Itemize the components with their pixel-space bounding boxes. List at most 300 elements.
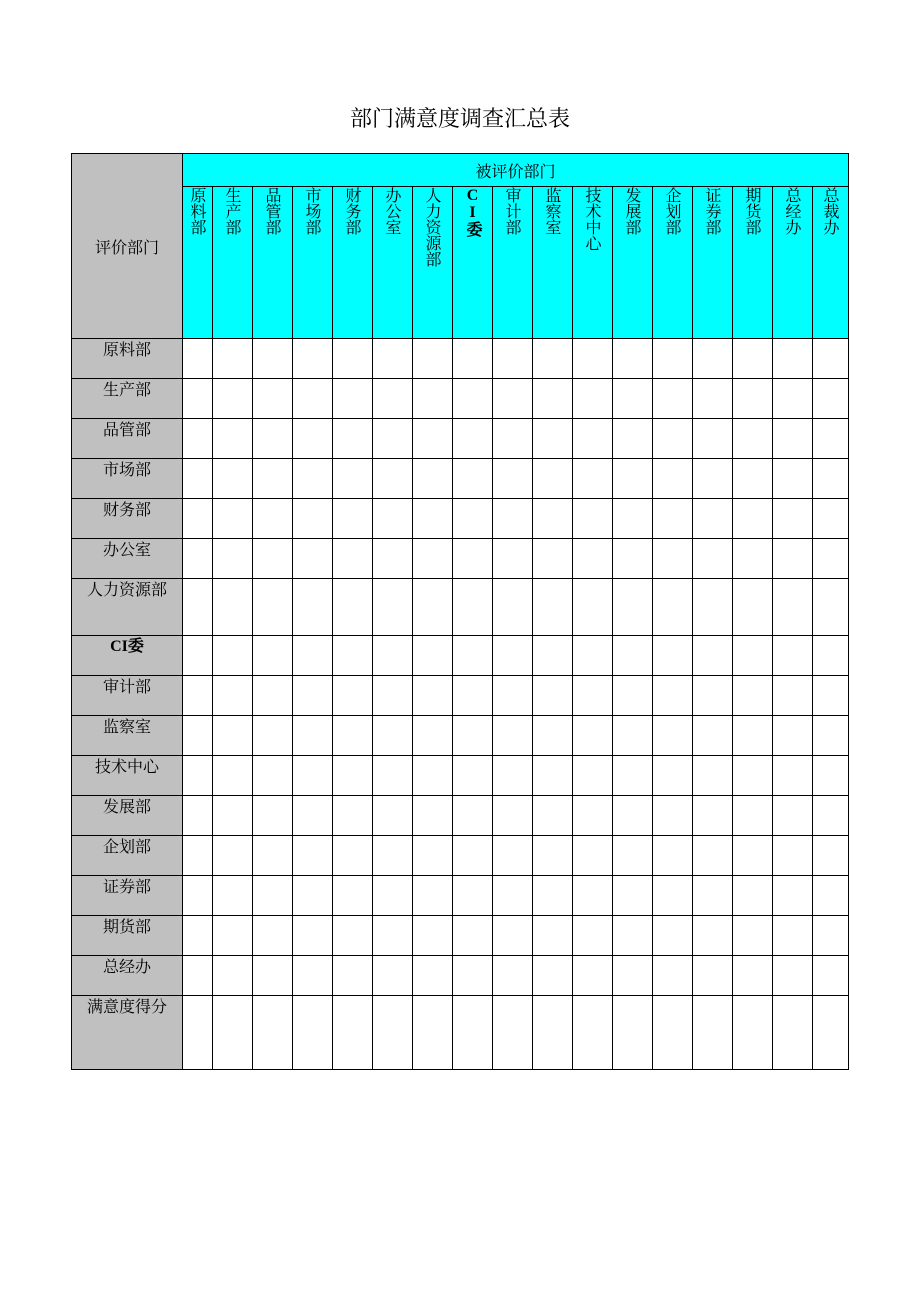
rating-cell[interactable] bbox=[373, 996, 413, 1070]
rating-cell[interactable] bbox=[773, 876, 813, 916]
rating-cell[interactable] bbox=[253, 796, 293, 836]
rating-cell[interactable] bbox=[693, 499, 733, 539]
rating-cell[interactable] bbox=[613, 459, 653, 499]
rating-cell[interactable] bbox=[373, 579, 413, 636]
rating-cell[interactable] bbox=[573, 459, 613, 499]
rating-cell[interactable] bbox=[693, 339, 733, 379]
rating-cell[interactable] bbox=[293, 676, 333, 716]
rating-cell[interactable] bbox=[613, 836, 653, 876]
rating-cell[interactable] bbox=[413, 756, 453, 796]
rating-cell[interactable] bbox=[493, 499, 533, 539]
rating-cell[interactable] bbox=[493, 796, 533, 836]
rating-cell[interactable] bbox=[293, 876, 333, 916]
rating-cell[interactable] bbox=[293, 459, 333, 499]
rating-cell[interactable] bbox=[493, 836, 533, 876]
rating-cell[interactable] bbox=[213, 459, 253, 499]
rating-cell[interactable] bbox=[293, 916, 333, 956]
rating-cell[interactable] bbox=[413, 579, 453, 636]
rating-cell[interactable] bbox=[733, 419, 773, 459]
rating-cell[interactable] bbox=[493, 379, 533, 419]
rating-cell[interactable] bbox=[693, 716, 733, 756]
rating-cell[interactable] bbox=[733, 379, 773, 419]
rating-cell[interactable] bbox=[333, 636, 373, 676]
rating-cell[interactable] bbox=[213, 499, 253, 539]
rating-cell[interactable] bbox=[653, 539, 693, 579]
rating-cell[interactable] bbox=[293, 379, 333, 419]
rating-cell[interactable] bbox=[453, 636, 493, 676]
rating-cell[interactable] bbox=[773, 676, 813, 716]
rating-cell[interactable] bbox=[653, 636, 693, 676]
rating-cell[interactable] bbox=[813, 339, 849, 379]
rating-cell[interactable] bbox=[493, 716, 533, 756]
rating-cell[interactable] bbox=[493, 676, 533, 716]
rating-cell[interactable] bbox=[693, 836, 733, 876]
rating-cell[interactable] bbox=[733, 996, 773, 1070]
rating-cell[interactable] bbox=[813, 636, 849, 676]
rating-cell[interactable] bbox=[253, 499, 293, 539]
rating-cell[interactable] bbox=[813, 756, 849, 796]
rating-cell[interactable] bbox=[333, 956, 373, 996]
rating-cell[interactable] bbox=[183, 996, 213, 1070]
rating-cell[interactable] bbox=[333, 716, 373, 756]
table-row bbox=[72, 916, 849, 956]
rating-cell[interactable] bbox=[213, 419, 253, 459]
rating-cell[interactable] bbox=[533, 539, 573, 579]
rating-cell[interactable] bbox=[693, 916, 733, 956]
rating-cell[interactable] bbox=[533, 756, 573, 796]
rating-cell[interactable] bbox=[373, 916, 413, 956]
rating-cell[interactable] bbox=[533, 676, 573, 716]
rating-cell[interactable] bbox=[773, 716, 813, 756]
rating-cell[interactable] bbox=[183, 836, 213, 876]
rating-cell[interactable] bbox=[773, 916, 813, 956]
rating-cell[interactable] bbox=[813, 796, 849, 836]
rating-cell[interactable] bbox=[613, 876, 653, 916]
rating-cell[interactable] bbox=[253, 419, 293, 459]
rating-cell[interactable] bbox=[693, 579, 733, 636]
rating-cell[interactable] bbox=[293, 796, 333, 836]
rating-cell[interactable] bbox=[213, 916, 253, 956]
rating-cell[interactable] bbox=[613, 539, 653, 579]
rating-cell[interactable] bbox=[733, 956, 773, 996]
rating-cell[interactable] bbox=[533, 339, 573, 379]
rating-cell[interactable] bbox=[253, 676, 293, 716]
rating-cell[interactable] bbox=[183, 716, 213, 756]
rating-cell[interactable] bbox=[333, 676, 373, 716]
rating-cell[interactable] bbox=[213, 636, 253, 676]
rating-cell[interactable] bbox=[333, 796, 373, 836]
rating-cell[interactable] bbox=[413, 339, 453, 379]
rating-cell[interactable] bbox=[333, 459, 373, 499]
column-header-label: 监察室 bbox=[543, 187, 562, 235]
rating-cell[interactable] bbox=[813, 916, 849, 956]
rating-cell[interactable] bbox=[373, 339, 413, 379]
rating-cell[interactable] bbox=[693, 796, 733, 836]
rating-cell[interactable] bbox=[773, 339, 813, 379]
rating-cell[interactable] bbox=[613, 499, 653, 539]
rating-cell[interactable] bbox=[653, 836, 693, 876]
rating-cell[interactable] bbox=[213, 676, 253, 716]
rating-cell[interactable] bbox=[813, 716, 849, 756]
rating-cell[interactable] bbox=[773, 539, 813, 579]
rating-cell[interactable] bbox=[333, 579, 373, 636]
rating-cell[interactable] bbox=[413, 636, 453, 676]
rating-cell[interactable] bbox=[453, 499, 493, 539]
rating-cell[interactable] bbox=[213, 876, 253, 916]
column-header bbox=[453, 187, 493, 339]
rating-cell[interactable] bbox=[573, 996, 613, 1070]
rating-cell[interactable] bbox=[293, 956, 333, 996]
rating-cell[interactable] bbox=[733, 756, 773, 796]
rating-cell[interactable] bbox=[693, 636, 733, 676]
rating-cell[interactable] bbox=[373, 419, 413, 459]
rating-cell[interactable] bbox=[413, 379, 453, 419]
rating-cell[interactable] bbox=[413, 876, 453, 916]
rating-cell[interactable] bbox=[573, 916, 613, 956]
rating-cell[interactable] bbox=[293, 756, 333, 796]
rating-cell[interactable] bbox=[693, 956, 733, 996]
rating-cell[interactable] bbox=[183, 796, 213, 836]
rating-cell[interactable] bbox=[333, 916, 373, 956]
rating-cell[interactable] bbox=[493, 636, 533, 676]
rating-cell[interactable] bbox=[733, 716, 773, 756]
rating-cell[interactable] bbox=[573, 379, 613, 419]
rating-cell[interactable] bbox=[493, 876, 533, 916]
rating-cell[interactable] bbox=[653, 499, 693, 539]
rating-cell[interactable] bbox=[293, 716, 333, 756]
rating-cell[interactable] bbox=[183, 636, 213, 676]
rating-cell[interactable] bbox=[213, 539, 253, 579]
rating-cell[interactable] bbox=[653, 459, 693, 499]
rating-cell[interactable] bbox=[733, 876, 773, 916]
rating-cell[interactable] bbox=[373, 499, 413, 539]
rating-cell[interactable] bbox=[773, 996, 813, 1070]
rating-cell[interactable] bbox=[183, 676, 213, 716]
rating-cell[interactable] bbox=[653, 419, 693, 459]
rating-cell[interactable] bbox=[293, 539, 333, 579]
rating-cell[interactable] bbox=[413, 676, 453, 716]
rating-cell[interactable] bbox=[373, 676, 413, 716]
rating-cell[interactable] bbox=[413, 836, 453, 876]
rating-cell[interactable] bbox=[493, 916, 533, 956]
rating-cell[interactable] bbox=[613, 379, 653, 419]
rating-cell[interactable] bbox=[493, 579, 533, 636]
rating-cell[interactable] bbox=[733, 339, 773, 379]
rating-cell[interactable] bbox=[533, 836, 573, 876]
rating-cell[interactable] bbox=[333, 379, 373, 419]
rating-cell[interactable] bbox=[573, 339, 613, 379]
rating-cell[interactable] bbox=[453, 956, 493, 996]
rating-cell[interactable] bbox=[653, 956, 693, 996]
rating-cell[interactable] bbox=[293, 339, 333, 379]
rating-cell[interactable] bbox=[183, 756, 213, 796]
rating-cell[interactable] bbox=[813, 379, 849, 419]
rating-cell[interactable] bbox=[213, 996, 253, 1070]
rating-cell[interactable] bbox=[733, 459, 773, 499]
rating-cell[interactable] bbox=[213, 796, 253, 836]
rating-cell[interactable] bbox=[253, 339, 293, 379]
rating-cell[interactable] bbox=[533, 499, 573, 539]
rating-cell[interactable] bbox=[293, 636, 333, 676]
rating-cell[interactable] bbox=[613, 676, 653, 716]
rating-cell[interactable] bbox=[733, 539, 773, 579]
rating-cell[interactable] bbox=[253, 636, 293, 676]
rating-cell[interactable] bbox=[733, 796, 773, 836]
rating-cell[interactable] bbox=[213, 339, 253, 379]
rating-cell[interactable] bbox=[293, 419, 333, 459]
rating-cell[interactable] bbox=[733, 916, 773, 956]
rating-cell[interactable] bbox=[373, 836, 413, 876]
rating-cell[interactable] bbox=[813, 419, 849, 459]
rating-cell[interactable] bbox=[653, 996, 693, 1070]
rating-cell[interactable] bbox=[373, 796, 413, 836]
rating-cell[interactable] bbox=[613, 796, 653, 836]
rating-cell[interactable] bbox=[293, 499, 333, 539]
rating-cell[interactable] bbox=[693, 419, 733, 459]
rating-cell[interactable] bbox=[653, 579, 693, 636]
rating-cell[interactable] bbox=[333, 499, 373, 539]
rating-cell[interactable] bbox=[493, 339, 533, 379]
rating-cell[interactable] bbox=[373, 636, 413, 676]
rating-cell[interactable] bbox=[653, 796, 693, 836]
rating-cell[interactable] bbox=[773, 836, 813, 876]
rating-cell[interactable] bbox=[573, 636, 613, 676]
rating-cell[interactable] bbox=[533, 876, 573, 916]
rating-cell[interactable] bbox=[813, 579, 849, 636]
rating-cell[interactable] bbox=[813, 459, 849, 499]
row-header: 人力资源部 bbox=[72, 579, 183, 636]
rating-cell[interactable] bbox=[373, 956, 413, 996]
rating-cell[interactable] bbox=[413, 716, 453, 756]
rating-cell[interactable] bbox=[613, 636, 653, 676]
rating-cell[interactable] bbox=[253, 756, 293, 796]
rating-cell[interactable] bbox=[493, 756, 533, 796]
rating-cell[interactable] bbox=[693, 756, 733, 796]
table-row bbox=[72, 876, 849, 916]
rating-cell[interactable] bbox=[733, 676, 773, 716]
column-header-label: 审计部 bbox=[503, 187, 522, 235]
rating-cell[interactable] bbox=[653, 876, 693, 916]
rating-cell[interactable] bbox=[533, 996, 573, 1070]
rating-cell[interactable] bbox=[733, 636, 773, 676]
rating-cell[interactable] bbox=[253, 836, 293, 876]
table-row bbox=[72, 676, 849, 716]
rating-cell[interactable] bbox=[213, 756, 253, 796]
rating-cell[interactable] bbox=[653, 716, 693, 756]
rating-cell[interactable] bbox=[813, 996, 849, 1070]
rating-cell[interactable] bbox=[573, 579, 613, 636]
rating-cell[interactable] bbox=[773, 579, 813, 636]
table-row bbox=[72, 836, 849, 876]
rating-cell[interactable] bbox=[373, 876, 413, 916]
rating-cell[interactable] bbox=[533, 636, 573, 676]
rating-cell[interactable] bbox=[293, 996, 333, 1070]
rating-cell[interactable] bbox=[453, 676, 493, 716]
rating-cell[interactable] bbox=[773, 956, 813, 996]
rating-cell[interactable] bbox=[573, 796, 613, 836]
rating-cell[interactable] bbox=[533, 716, 573, 756]
rating-cell[interactable] bbox=[413, 499, 453, 539]
rating-cell[interactable] bbox=[653, 379, 693, 419]
rating-cell[interactable] bbox=[413, 996, 453, 1070]
rating-cell[interactable] bbox=[773, 796, 813, 836]
rating-cell[interactable] bbox=[453, 579, 493, 636]
rating-cell[interactable] bbox=[253, 579, 293, 636]
rating-cell[interactable] bbox=[773, 756, 813, 796]
rating-cell[interactable] bbox=[573, 716, 613, 756]
rating-cell[interactable] bbox=[613, 579, 653, 636]
rating-cell[interactable] bbox=[253, 379, 293, 419]
rating-cell[interactable] bbox=[453, 716, 493, 756]
rating-cell[interactable] bbox=[813, 676, 849, 716]
rating-cell[interactable] bbox=[253, 956, 293, 996]
rating-cell[interactable] bbox=[333, 339, 373, 379]
rating-cell[interactable] bbox=[493, 539, 533, 579]
column-header-label: 财务部 bbox=[343, 187, 362, 235]
rating-cell[interactable] bbox=[213, 836, 253, 876]
rating-cell[interactable] bbox=[333, 836, 373, 876]
rating-cell[interactable] bbox=[413, 419, 453, 459]
rating-cell[interactable] bbox=[693, 876, 733, 916]
rating-cell[interactable] bbox=[733, 579, 773, 636]
rating-cell[interactable] bbox=[453, 379, 493, 419]
rating-cell[interactable] bbox=[373, 379, 413, 419]
rating-cell[interactable] bbox=[253, 716, 293, 756]
rating-cell[interactable] bbox=[333, 539, 373, 579]
rating-cell[interactable] bbox=[533, 419, 573, 459]
rating-cell[interactable] bbox=[533, 459, 573, 499]
rating-cell[interactable] bbox=[813, 836, 849, 876]
rating-cell[interactable] bbox=[573, 539, 613, 579]
rating-cell[interactable] bbox=[613, 956, 653, 996]
rating-cell[interactable] bbox=[293, 579, 333, 636]
rating-cell[interactable] bbox=[533, 916, 573, 956]
rating-cell[interactable] bbox=[613, 996, 653, 1070]
rating-cell[interactable] bbox=[613, 716, 653, 756]
rating-cell[interactable] bbox=[453, 419, 493, 459]
rating-cell[interactable] bbox=[773, 459, 813, 499]
rating-cell[interactable] bbox=[573, 836, 613, 876]
rating-cell[interactable] bbox=[413, 916, 453, 956]
rating-cell[interactable] bbox=[573, 956, 613, 996]
rating-cell[interactable] bbox=[653, 339, 693, 379]
rating-cell[interactable] bbox=[183, 916, 213, 956]
rating-cell[interactable] bbox=[573, 419, 613, 459]
rating-cell[interactable] bbox=[573, 676, 613, 716]
rating-cell[interactable] bbox=[493, 956, 533, 996]
rating-cell[interactable] bbox=[333, 756, 373, 796]
rating-cell[interactable] bbox=[613, 419, 653, 459]
rating-cell[interactable] bbox=[183, 579, 213, 636]
rating-cell[interactable] bbox=[533, 579, 573, 636]
rating-cell[interactable] bbox=[573, 756, 613, 796]
rating-cell[interactable] bbox=[183, 876, 213, 916]
rating-cell[interactable] bbox=[253, 996, 293, 1070]
rating-cell[interactable] bbox=[453, 836, 493, 876]
rating-cell[interactable] bbox=[733, 836, 773, 876]
rating-cell[interactable] bbox=[453, 459, 493, 499]
rating-cell[interactable] bbox=[453, 996, 493, 1070]
rating-cell[interactable] bbox=[493, 419, 533, 459]
rating-cell[interactable] bbox=[693, 539, 733, 579]
rating-cell[interactable] bbox=[533, 379, 573, 419]
rating-cell[interactable] bbox=[333, 419, 373, 459]
rating-cell[interactable] bbox=[493, 996, 533, 1070]
rating-cell[interactable] bbox=[813, 499, 849, 539]
column-header bbox=[733, 187, 773, 339]
column-header bbox=[813, 187, 849, 339]
rating-cell[interactable] bbox=[373, 716, 413, 756]
rating-cell[interactable] bbox=[413, 796, 453, 836]
rating-cell[interactable] bbox=[773, 636, 813, 676]
rating-cell[interactable] bbox=[453, 756, 493, 796]
rating-cell[interactable] bbox=[573, 499, 613, 539]
rating-cell[interactable] bbox=[653, 916, 693, 956]
rating-cell[interactable] bbox=[813, 539, 849, 579]
rating-cell[interactable] bbox=[183, 459, 213, 499]
rating-cell[interactable] bbox=[453, 916, 493, 956]
rating-cell[interactable] bbox=[253, 916, 293, 956]
rating-cell[interactable] bbox=[453, 876, 493, 916]
rating-cell[interactable] bbox=[773, 499, 813, 539]
rating-cell[interactable] bbox=[693, 379, 733, 419]
rating-cell[interactable] bbox=[413, 459, 453, 499]
rating-cell[interactable] bbox=[453, 796, 493, 836]
rating-cell[interactable] bbox=[693, 996, 733, 1070]
rating-cell[interactable] bbox=[213, 379, 253, 419]
rating-cell[interactable] bbox=[693, 676, 733, 716]
rating-cell[interactable] bbox=[213, 579, 253, 636]
rating-cell[interactable] bbox=[253, 539, 293, 579]
rating-cell[interactable] bbox=[213, 956, 253, 996]
rating-cell[interactable] bbox=[373, 539, 413, 579]
rating-cell[interactable] bbox=[733, 499, 773, 539]
rating-cell[interactable] bbox=[183, 379, 213, 419]
rating-cell[interactable] bbox=[613, 339, 653, 379]
rating-cell[interactable] bbox=[333, 996, 373, 1070]
rating-cell[interactable] bbox=[773, 419, 813, 459]
rating-cell[interactable] bbox=[413, 539, 453, 579]
rating-cell[interactable] bbox=[653, 756, 693, 796]
rating-cell[interactable] bbox=[183, 956, 213, 996]
rating-cell[interactable] bbox=[773, 379, 813, 419]
rating-cell[interactable] bbox=[333, 876, 373, 916]
rating-cell[interactable] bbox=[293, 836, 333, 876]
rating-cell[interactable] bbox=[183, 339, 213, 379]
rating-cell[interactable] bbox=[183, 419, 213, 459]
rating-cell[interactable] bbox=[183, 499, 213, 539]
rating-cell[interactable] bbox=[253, 876, 293, 916]
rating-cell[interactable] bbox=[183, 539, 213, 579]
rating-cell[interactable] bbox=[613, 916, 653, 956]
rating-cell[interactable] bbox=[533, 956, 573, 996]
rating-cell[interactable] bbox=[533, 796, 573, 836]
rating-cell[interactable] bbox=[573, 876, 613, 916]
rating-cell[interactable] bbox=[493, 459, 533, 499]
rating-cell[interactable] bbox=[413, 956, 453, 996]
rating-cell[interactable] bbox=[453, 539, 493, 579]
rating-cell[interactable] bbox=[213, 716, 253, 756]
rating-cell[interactable] bbox=[813, 956, 849, 996]
rating-cell[interactable] bbox=[693, 459, 733, 499]
rating-cell[interactable] bbox=[373, 459, 413, 499]
rating-cell[interactable] bbox=[653, 676, 693, 716]
rating-cell[interactable] bbox=[373, 756, 413, 796]
rating-cell[interactable] bbox=[613, 756, 653, 796]
rating-cell[interactable] bbox=[453, 339, 493, 379]
rating-cell[interactable] bbox=[813, 876, 849, 916]
rating-cell[interactable] bbox=[253, 459, 293, 499]
